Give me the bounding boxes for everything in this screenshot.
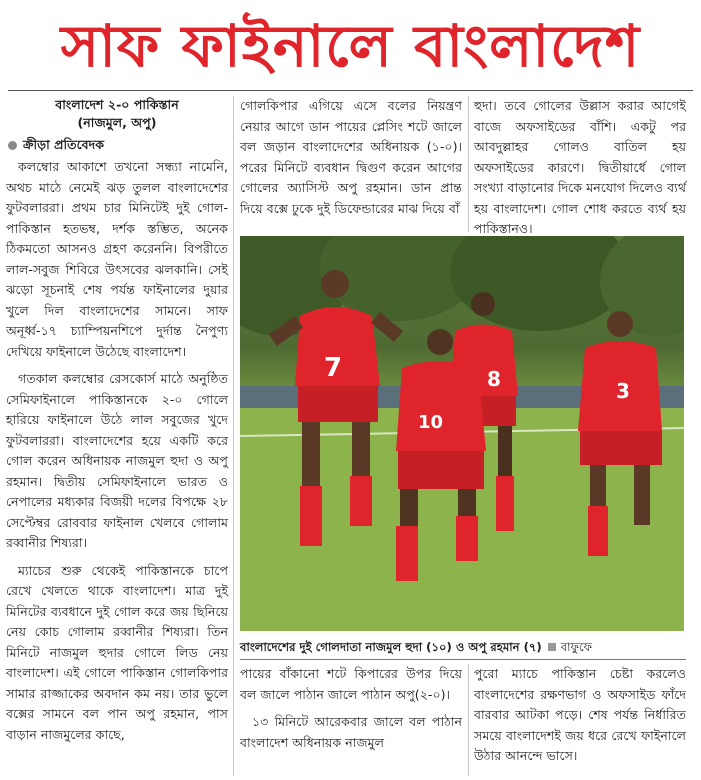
article-column-3 (474, 96, 686, 247)
bullet-icon (8, 141, 17, 150)
column-divider (468, 664, 469, 776)
caption-divider (240, 659, 686, 660)
article-column-2-continued (240, 664, 462, 760)
paragraph: ম্যাচের শুরু থেকেই পাকিস্তানকে চাপে রেখে খেলতে থাকে বাংলাদেশ। মাত্র দুই মিনিটের ব্যবধানে দুই গোল করে জয় ছিনিয়ে নেয় কোচ গোলাম রব্বানীর শিষ্যরা। তিন মিনিটে নাজমুল হুদার গোলে লিড নেয় বাংলাদেশ। এই গোলে পাকিস্তান গোলকিপার সামার রাজ্জাকের অবদান কম নয়। তার ভুলে বক্সের সামনে বল পান অপু রহমান, পাস বাড়ান নাজমুলের কাছে, (6, 562, 228, 742)
article-column-1 (6, 96, 228, 752)
scorers-line: (নাজমুল, অপু) (77, 115, 157, 130)
article-column-3-continued (474, 664, 686, 774)
paragraph: পায়ের বাঁকানো শটে কিপারের উপর দিয়ে বল জালে পাঠান জালে পাঠান অপু(২-০)। (240, 666, 462, 702)
byline-text: ক্রীড়া প্রতিবেদক (23, 137, 105, 152)
paragraph: ১৩ মিনিটে আরেকবার জালে বল পাঠান বাংলাদেশ অধিনায়ক নাজমুল (240, 714, 462, 750)
caption-text: বাংলাদেশের দুই গোলদাতা নাজমুল হুদা (১০) ও অপু রহমান (৭) (240, 640, 542, 654)
jersey-number: 3 (616, 379, 630, 403)
paragraph: গতকাল কলম্বোর রেসকোর্স মাঠে অনুষ্ঠিত সেমিফাইনালে পাকিস্তানকে ২-০ গোলে হারিয়ে ফাইনালে উঠে লাল সবুজের খুদে ফুটবলাররা। বাংলাদেশের হয়ে একটি করে গোল করেন অধিনায়ক নাজমুল হুদা ও অপু রহমান। দ্বিতীয় সেমিফাইনালে ভারত ও নেপালের মধ্যকার বিজয়ী দলের বিপক্ষে ২৮ সেপ্টেম্বর রোববার ফাইনাল খেলবে গোলাম রব্বানীর শিষ্যরা। (6, 371, 228, 550)
match-photo (240, 236, 684, 631)
score-line: বাংলাদেশ ২-০ পাকিস্তান (55, 97, 179, 112)
paragraph: গোলকিপার এগিয়ে এসে বলের নিয়ন্ত্রণ নেয়ার আগে ডান পায়ের প্লেসিং শটে জালে বল জড়ান বাংলাদেশের অধিনায়ক (১-০)। পরের মিনিটে ব্যবধান দ্বিগুণ করেন আগের গোলের অ্যাসিস্ট অপু রহমান। ডান প্রান্ত দিয়ে বক্সে ঢুকে দুই ডিফেন্ডারের মাঝ দিয়ে বাঁ (240, 98, 462, 216)
photo-illustration (240, 236, 684, 631)
article-column-2 (240, 96, 462, 226)
paragraph: কলম্বোর আকাশে তখনো সন্ধ্যা নামেনি, অথচ মাঠে নেমেই ঝড় তুলল বাংলাদেশের ফুটবলাররা। প্রথম চার মিনিটেই দুই গোল-পাকিস্তান হতভম্ব, দর্শক স্তম্ভিত, অনেক ঠিকমতো আসনও গ্রহণ করেননি। বিপরীতে লাল-সবুজ শিবিরে উৎসবের ঝলকানি। সেই ঝড়ো সূচনাই শেষ পর্যন্ত ফাইনালের দুয়ার খুলে দিল বাংলাদেশের সামনে। সাফ অনূর্ধ্ব-১৭ চ্যাম্পিয়নশিপে দুর্দান্ত নৈপুণ্য দেখিয়ে ফাইনালে উঠেছে বাংলাদেশ। (6, 159, 228, 359)
byline (6, 135, 228, 155)
jersey-number: 7 (324, 353, 343, 383)
headline: সাফ ফাইনালে বাংলাদেশ (60, 12, 641, 80)
column-divider (468, 96, 469, 232)
jersey-number: 8 (487, 367, 501, 391)
column-divider (233, 96, 234, 776)
jersey-number: 10 (418, 412, 444, 433)
photo-credit: বাফুফে (560, 640, 593, 654)
photo-caption (240, 638, 686, 656)
paragraph: পুরো ম্যাচে পাকিস্তান চেষ্টা করলেও বাংলাদেশের রক্ষণভাগ ও অফসাইড ফাঁদে বারবার আটকা পড়ে। শেষ পর্যন্ত নির্ধারিত সময়ে বাংলাদেশই জয় ধরে রেখে ফাইনালে উঠার আনন্দে ভাসে। (474, 666, 686, 763)
headline-divider (8, 90, 693, 91)
paragraph: হুদা। তবে গোলের উল্লাস করার আগেই বাজে অফসাইডের বাঁশি। একটু পর আবদুল্লাহর গোলও বাতিল হয় অফসাইডের কারণে। দ্বিতীয়ার্ধে গোল সংখ্যা বাড়ানোর দিকে মনযোগ দিলেও ব্যর্থ হয় বাংলাদেশ। গোল শোধ করতে ব্যর্থ হয় পাকিস্তানও। (474, 98, 686, 236)
square-icon (548, 643, 556, 651)
